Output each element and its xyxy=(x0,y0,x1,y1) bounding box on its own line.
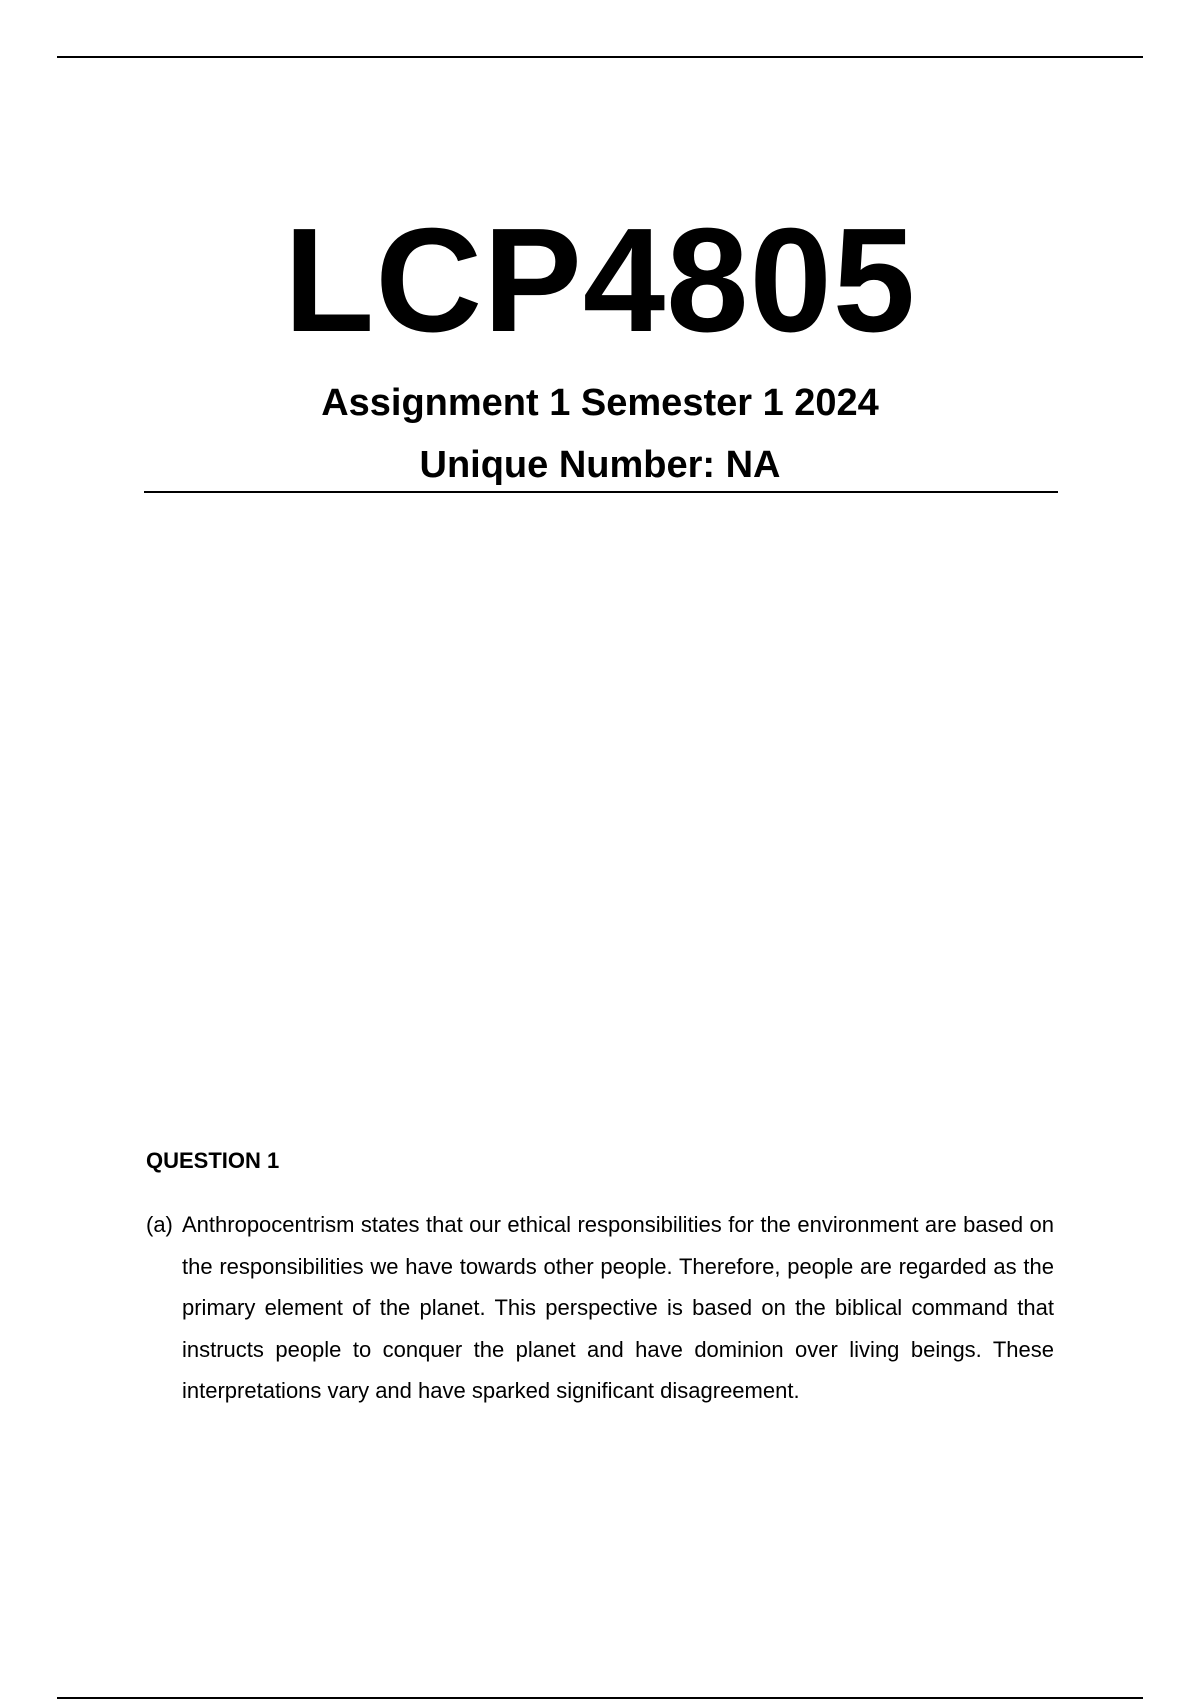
answer-part-label: (a) xyxy=(146,1212,173,1237)
course-code-title: LCP4805 xyxy=(283,198,917,363)
top-divider xyxy=(57,56,1143,58)
answer-paragraph: Anthropocentrism states that our ethical responsibilities for the environment are based on the responsibilities we have towards other people. Therefore, people are regarded as the primary element of the planet. This perspective is based on the biblical command that instructs people to conquer the planet and have dominion over living beings. These interpretations vary and have sparked significant disagreement. xyxy=(182,1212,1054,1404)
unique-number-subtitle: Unique Number: NA xyxy=(419,444,781,486)
question-answer xyxy=(146,1204,1054,1412)
bottom-divider xyxy=(57,1697,1143,1699)
question-heading: QUESTION 1 xyxy=(146,1148,280,1173)
assignment-subtitle: Assignment 1 Semester 1 2024 xyxy=(321,382,879,424)
title-divider xyxy=(144,491,1058,493)
